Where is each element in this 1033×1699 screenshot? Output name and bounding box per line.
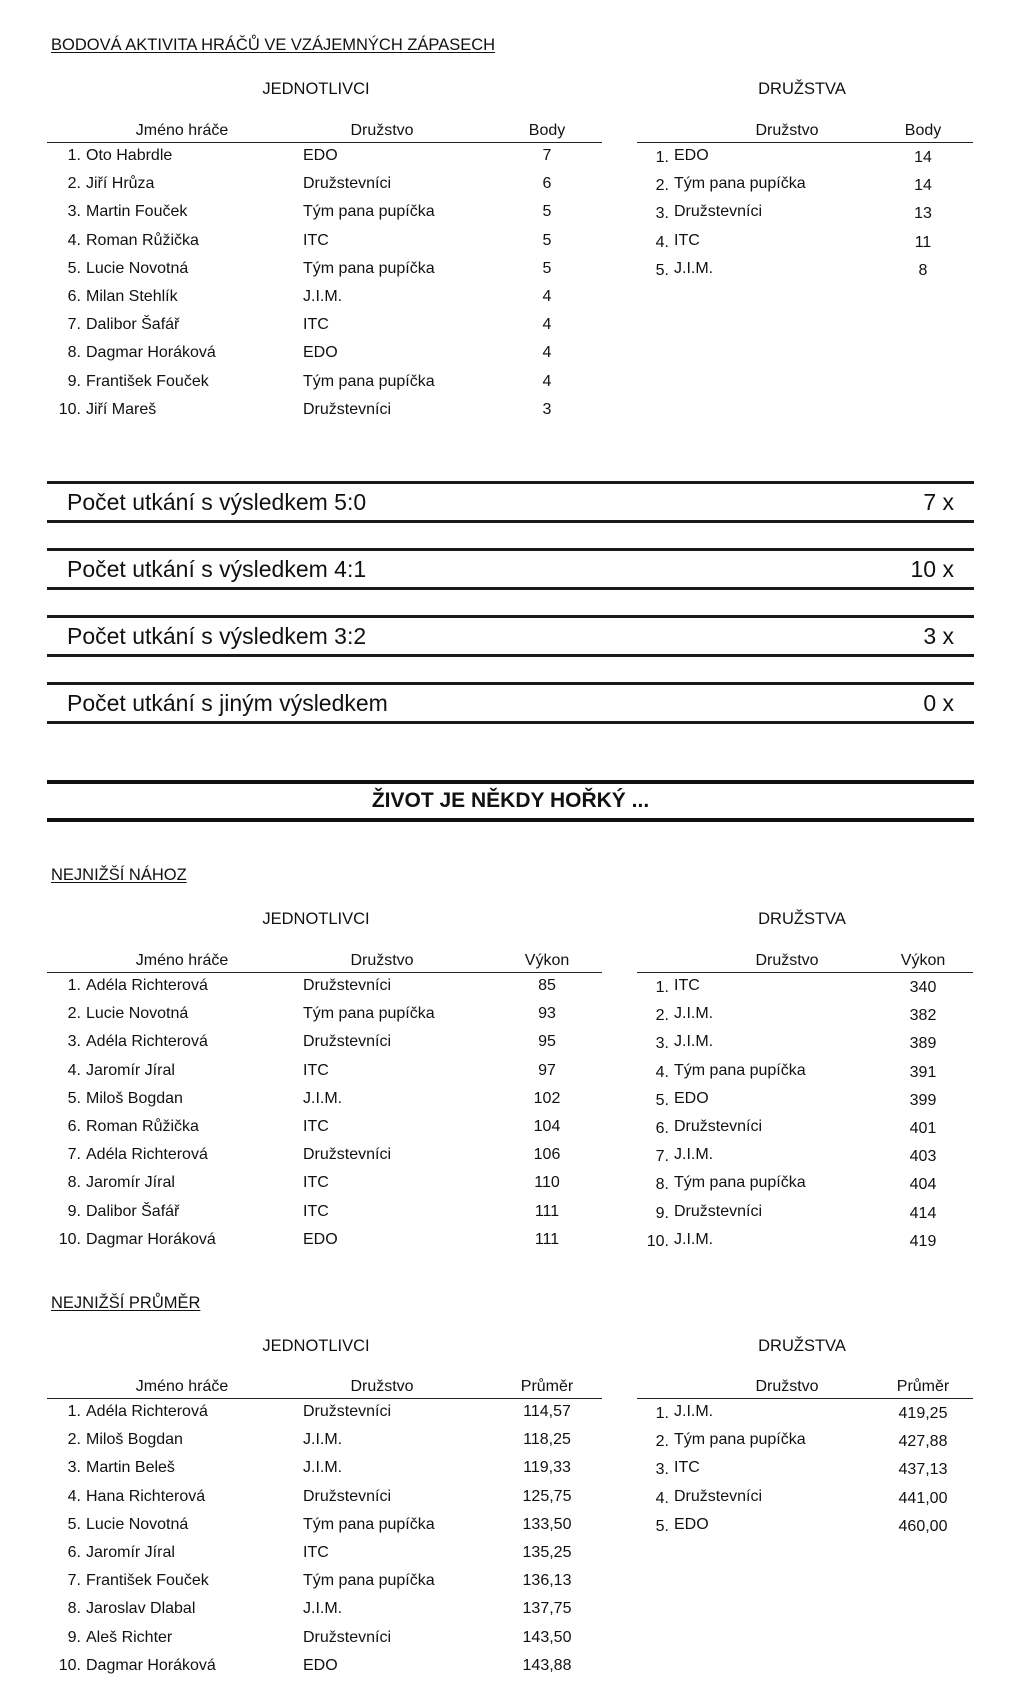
table-row (47, 1199, 602, 1227)
team-name: Družstevníci (303, 977, 392, 994)
rank: 5. (655, 1091, 669, 1109)
value: 125,75 (522, 1487, 572, 1505)
value: 118,25 (523, 1431, 571, 1449)
player-name: Adéla Richterová (86, 1033, 208, 1051)
player-name: Jaroslav Dlabal (86, 1600, 196, 1618)
team-name: EDO (303, 344, 338, 362)
rank: 3. (67, 1033, 81, 1051)
column-header-value: Výkon (900, 952, 946, 969)
player-name: Miloš Bogdan (86, 1431, 183, 1449)
table-row (637, 256, 973, 284)
team-name: Družstevníci (674, 203, 763, 221)
player-name: Roman Růžička (86, 231, 199, 249)
team-name: EDO (674, 147, 709, 164)
rank: 10. (58, 1230, 81, 1248)
value: 419 (909, 1232, 937, 1250)
table-row (637, 1086, 973, 1114)
rank: 5. (655, 1517, 669, 1535)
rank: 8. (67, 1174, 81, 1192)
value: 136,13 (522, 1572, 572, 1590)
value: 3 (542, 400, 552, 418)
team-name: Družstevníci (303, 1628, 392, 1646)
team-name: Družstevníci (674, 1117, 763, 1135)
rank: 1. (67, 147, 81, 164)
team-name: J.I.M. (674, 259, 714, 277)
rank: 6. (655, 1119, 669, 1137)
team-name: EDO (674, 1515, 709, 1533)
value: 104 (533, 1117, 561, 1135)
team-name: J.I.M. (674, 1033, 714, 1051)
column-header-value: Průměr (520, 1378, 574, 1395)
player-name: Jaromír Jíral (86, 1543, 175, 1561)
player-name: Dalibor Šafář (86, 1202, 180, 1220)
table-row (47, 1086, 602, 1114)
value: 382 (909, 1007, 937, 1025)
rank: 1. (67, 977, 81, 994)
team-name: Družstevníci (303, 1033, 392, 1051)
column-header-team: Družstvo (755, 1378, 819, 1395)
player-name: Lucie Novotná (86, 1515, 189, 1533)
result-label: Počet utkání s výsledkem 4:1 (67, 556, 367, 582)
player-name: Jaromír Jíral (86, 1061, 175, 1079)
rank: 7. (655, 1148, 669, 1166)
value: 11 (914, 233, 932, 251)
rank: 6. (67, 1117, 81, 1135)
value: 441,00 (898, 1489, 948, 1507)
rank: 7. (67, 1146, 81, 1164)
value: 111 (534, 1230, 560, 1248)
value: 6 (542, 175, 552, 193)
team-name: ITC (674, 1459, 700, 1477)
rank: 1. (655, 149, 669, 166)
value: 4 (542, 287, 552, 305)
player-name: Adéla Richterová (86, 1146, 208, 1164)
team-name: Družstevníci (303, 1146, 392, 1164)
column-header-name: Jméno hráče (135, 122, 229, 139)
column-header-value: Body (904, 122, 942, 139)
team-name: J.I.M. (303, 1431, 343, 1449)
caption-individuals: JEDNOTLIVCI (262, 80, 370, 98)
rank: 10. (58, 400, 81, 418)
value: 5 (542, 259, 552, 277)
rank: 10. (58, 1656, 81, 1674)
rank: 9. (655, 1204, 669, 1222)
value: 4 (542, 372, 552, 390)
rank: 4. (67, 231, 81, 249)
player-name: Dagmar Horáková (86, 1230, 216, 1248)
table-row (47, 1568, 602, 1596)
team-name: Družstevníci (303, 175, 392, 193)
rank: 4. (655, 233, 669, 251)
result-count: 0 x (923, 690, 954, 716)
rank: 5. (67, 259, 81, 277)
value: 8 (918, 261, 928, 279)
value: 401 (909, 1119, 937, 1137)
table-row (637, 1455, 973, 1483)
player-name: Lucie Novotná (86, 259, 189, 277)
rank: 3. (67, 1459, 81, 1477)
team-name: Tým pana pupíčka (303, 203, 435, 221)
team-name: EDO (303, 1230, 338, 1248)
table-row (637, 1199, 973, 1227)
table-row (637, 1029, 973, 1057)
value: 143,50 (522, 1628, 572, 1646)
team-name: J.I.M. (674, 1005, 714, 1023)
table-row (47, 397, 602, 425)
team-name: Tým pana pupíčka (674, 175, 806, 193)
table-row (47, 199, 602, 227)
value: 106 (533, 1146, 561, 1164)
rank: 4. (655, 1063, 669, 1081)
result-label: Počet utkání s výsledkem 3:2 (67, 623, 367, 649)
table-row (47, 284, 602, 312)
table-row (637, 199, 973, 227)
rank: 6. (67, 1543, 81, 1561)
team-name: ITC (303, 1174, 329, 1192)
value: 427,88 (898, 1433, 948, 1451)
section-title-lowest-throw: NEJNIŽŠÍ NÁHOZ (51, 866, 187, 884)
caption-individuals: JEDNOTLIVCI (262, 910, 370, 928)
result-count: 3 x (923, 623, 954, 649)
table-row (637, 1427, 973, 1455)
team-name: Tým pana pupíčka (674, 1431, 806, 1449)
table-header (47, 1374, 602, 1399)
banner-heading: ŽIVOT JE NĚKDY HOŘKÝ ... (47, 780, 974, 822)
caption-individuals: JEDNOTLIVCI (262, 1337, 370, 1355)
table-row (47, 256, 602, 284)
table-row (47, 1455, 602, 1483)
team-name: ITC (303, 1117, 329, 1135)
value: 419,25 (898, 1405, 948, 1422)
table-header (47, 118, 602, 143)
team-name: Tým pana pupíčka (303, 372, 435, 390)
table-header (47, 948, 602, 973)
team-name: Družstevníci (674, 1202, 763, 1220)
table-row (637, 1142, 973, 1170)
rank: 4. (67, 1061, 81, 1079)
value: 391 (909, 1063, 937, 1081)
rank: 2. (655, 177, 669, 195)
value: 460,00 (898, 1517, 948, 1535)
team-name: J.I.M. (674, 1403, 714, 1420)
rank: 5. (67, 1089, 81, 1107)
rank: 1. (655, 1405, 669, 1422)
value: 93 (538, 1005, 556, 1023)
team-name: ITC (303, 231, 329, 249)
team-name: Družstevníci (674, 1487, 763, 1505)
table-row (47, 340, 602, 368)
value: 97 (538, 1061, 556, 1079)
player-name: Aleš Richter (86, 1628, 173, 1646)
team-name: ITC (674, 977, 700, 994)
lowest-average-teams-table (637, 1374, 973, 1540)
table-row (47, 1029, 602, 1057)
player-name: Oto Habrdle (86, 147, 173, 164)
value: 143,88 (522, 1656, 572, 1674)
team-name: J.I.M. (674, 1146, 714, 1164)
caption-teams: DRUŽSTVA (758, 80, 846, 98)
result-row (47, 615, 974, 657)
team-name: Družstevníci (303, 1403, 392, 1420)
result-row (47, 548, 974, 590)
result-count: 7 x (923, 489, 954, 515)
team-name: EDO (303, 1656, 338, 1674)
value: 14 (914, 177, 932, 195)
table-row (637, 1227, 973, 1255)
rank: 9. (67, 372, 81, 390)
table-row (637, 1114, 973, 1142)
table-row (637, 1399, 973, 1427)
result-count: 10 x (910, 556, 954, 582)
value: 437,13 (898, 1461, 948, 1479)
value: 5 (542, 203, 552, 221)
table-row (47, 369, 602, 397)
table-row (47, 228, 602, 256)
rank: 1. (67, 1403, 81, 1420)
table-row (637, 143, 973, 171)
column-header-value: Výkon (524, 952, 570, 969)
column-header-team: Družstvo (350, 952, 414, 969)
table-row (47, 171, 602, 199)
column-header-name: Jméno hráče (135, 1378, 229, 1395)
table-row (47, 1540, 602, 1568)
table-row (637, 171, 973, 199)
value: 95 (538, 1033, 556, 1051)
player-name: Martin Beleš (86, 1459, 175, 1477)
value: 389 (909, 1035, 937, 1053)
player-name: Lucie Novotná (86, 1005, 189, 1023)
rank: 2. (655, 1007, 669, 1025)
caption-teams: DRUŽSTVA (758, 1337, 846, 1355)
value: 102 (533, 1089, 561, 1107)
value: 135,25 (522, 1543, 572, 1561)
value: 399 (909, 1091, 937, 1109)
player-name: Miloš Bogdan (86, 1089, 183, 1107)
player-name: Dagmar Horáková (86, 344, 216, 362)
section-title-lowest-average: NEJNIŽŠÍ PRŮMĚR (51, 1294, 201, 1312)
table-row (47, 1625, 602, 1653)
team-name: Družstevníci (303, 1487, 392, 1505)
rank: 3. (655, 205, 669, 223)
table-row (47, 1227, 602, 1255)
value: 13 (914, 205, 932, 223)
points-teams-table (637, 118, 973, 284)
value: 85 (538, 977, 556, 994)
player-name: Dagmar Horáková (86, 1656, 216, 1674)
value: 14 (914, 149, 932, 166)
column-header-value: Průměr (896, 1378, 950, 1395)
rank: 8. (67, 344, 81, 362)
value: 137,75 (522, 1600, 572, 1618)
table-row (47, 143, 602, 171)
player-name: František Fouček (86, 372, 209, 390)
result-label: Počet utkání s jiným výsledkem (67, 690, 388, 716)
lowest-throw-teams-table (637, 948, 973, 1255)
value: 340 (909, 979, 937, 996)
value: 4 (542, 316, 552, 334)
lowest-throw-individuals-table (47, 948, 602, 1255)
column-header-team: Družstvo (755, 952, 819, 969)
rank: 9. (67, 1202, 81, 1220)
value: 403 (909, 1148, 937, 1166)
rank: 3. (655, 1461, 669, 1479)
rank: 5. (67, 1515, 81, 1533)
value: 404 (909, 1176, 937, 1194)
rank: 3. (655, 1035, 669, 1053)
team-name: EDO (674, 1089, 709, 1107)
table-row (47, 1653, 602, 1681)
team-name: ITC (674, 231, 700, 249)
table-header (637, 1374, 973, 1399)
team-name: J.I.M. (303, 287, 343, 305)
value: 133,50 (522, 1515, 572, 1533)
table-header (637, 948, 973, 973)
team-name: J.I.M. (303, 1459, 343, 1477)
value: 4 (542, 344, 552, 362)
result-row (47, 481, 974, 523)
column-header-team: Družstvo (755, 122, 819, 139)
table-row (47, 312, 602, 340)
rank: 1. (655, 979, 669, 996)
table-row (47, 1142, 602, 1170)
result-label: Počet utkání s výsledkem 5:0 (67, 489, 367, 515)
value: 114,57 (523, 1403, 571, 1420)
team-name: ITC (303, 316, 329, 334)
player-name: Adéla Richterová (86, 1403, 208, 1420)
table-row (637, 973, 973, 1001)
table-row (637, 1484, 973, 1512)
table-row (47, 1427, 602, 1455)
table-row (47, 1114, 602, 1142)
lowest-average-individuals-table (47, 1374, 602, 1681)
player-name: Dalibor Šafář (86, 316, 180, 334)
column-header-team: Družstvo (350, 1378, 414, 1395)
player-name: Martin Fouček (86, 203, 188, 221)
team-name: ITC (303, 1202, 329, 1220)
team-name: Družstevníci (303, 400, 392, 418)
rank: 2. (655, 1433, 669, 1451)
player-name: Milan Stehlík (86, 287, 178, 305)
rank: 2. (67, 1005, 81, 1023)
points-individuals-table (47, 118, 602, 425)
column-header-value: Body (528, 122, 566, 139)
table-row (637, 1058, 973, 1086)
table-row (637, 1512, 973, 1540)
column-header-name: Jméno hráče (135, 952, 229, 969)
player-name: Adéla Richterová (86, 977, 208, 994)
table-row (47, 1484, 602, 1512)
team-name: Tým pana pupíčka (303, 1515, 435, 1533)
rank: 8. (655, 1176, 669, 1194)
section-title-points: BODOVÁ AKTIVITA HRÁČŮ VE VZÁJEMNÝCH ZÁPASECH (51, 36, 496, 54)
table-row (47, 1170, 602, 1198)
team-name: Tým pana pupíčka (303, 259, 435, 277)
table-row (47, 1058, 602, 1086)
caption-teams: DRUŽSTVA (758, 910, 846, 928)
value: 414 (909, 1204, 937, 1222)
value: 7 (542, 147, 552, 164)
team-name: Tým pana pupíčka (303, 1005, 435, 1023)
table-row (47, 1001, 602, 1029)
player-name: Roman Růžička (86, 1117, 199, 1135)
table-row (47, 1512, 602, 1540)
rank: 5. (655, 261, 669, 279)
column-header-team: Družstvo (350, 122, 414, 139)
team-name: Tým pana pupíčka (303, 1572, 435, 1590)
rank: 7. (67, 316, 81, 334)
result-row (47, 682, 974, 724)
rank: 7. (67, 1572, 81, 1590)
team-name: J.I.M. (674, 1230, 714, 1248)
team-name: J.I.M. (303, 1089, 343, 1107)
table-row (47, 973, 602, 1001)
player-name: Jiří Mareš (86, 400, 157, 418)
player-name: Jiří Hrůza (86, 175, 155, 193)
team-name: Tým pana pupíčka (674, 1174, 806, 1192)
team-name: ITC (303, 1543, 329, 1561)
team-name: EDO (303, 147, 338, 164)
rank: 4. (67, 1487, 81, 1505)
rank: 6. (67, 287, 81, 305)
rank: 2. (67, 1431, 81, 1449)
value: 110 (534, 1174, 560, 1192)
team-name: J.I.M. (303, 1600, 343, 1618)
rank: 3. (67, 203, 81, 221)
team-name: Tým pana pupíčka (674, 1061, 806, 1079)
value: 5 (542, 231, 552, 249)
table-row (637, 228, 973, 256)
player-name: Hana Richterová (86, 1487, 206, 1505)
value: 119,33 (523, 1459, 571, 1477)
rank: 4. (655, 1489, 669, 1507)
team-name: ITC (303, 1061, 329, 1079)
rank: 9. (67, 1628, 81, 1646)
table-row (47, 1596, 602, 1624)
player-name: František Fouček (86, 1572, 209, 1590)
table-row (637, 1170, 973, 1198)
rank: 8. (67, 1600, 81, 1618)
value: 111 (534, 1202, 560, 1220)
rank: 10. (646, 1232, 669, 1250)
table-header (637, 118, 973, 143)
table-row (637, 1001, 973, 1029)
player-name: Jaromír Jíral (86, 1174, 175, 1192)
rank: 2. (67, 175, 81, 193)
table-row (47, 1399, 602, 1427)
